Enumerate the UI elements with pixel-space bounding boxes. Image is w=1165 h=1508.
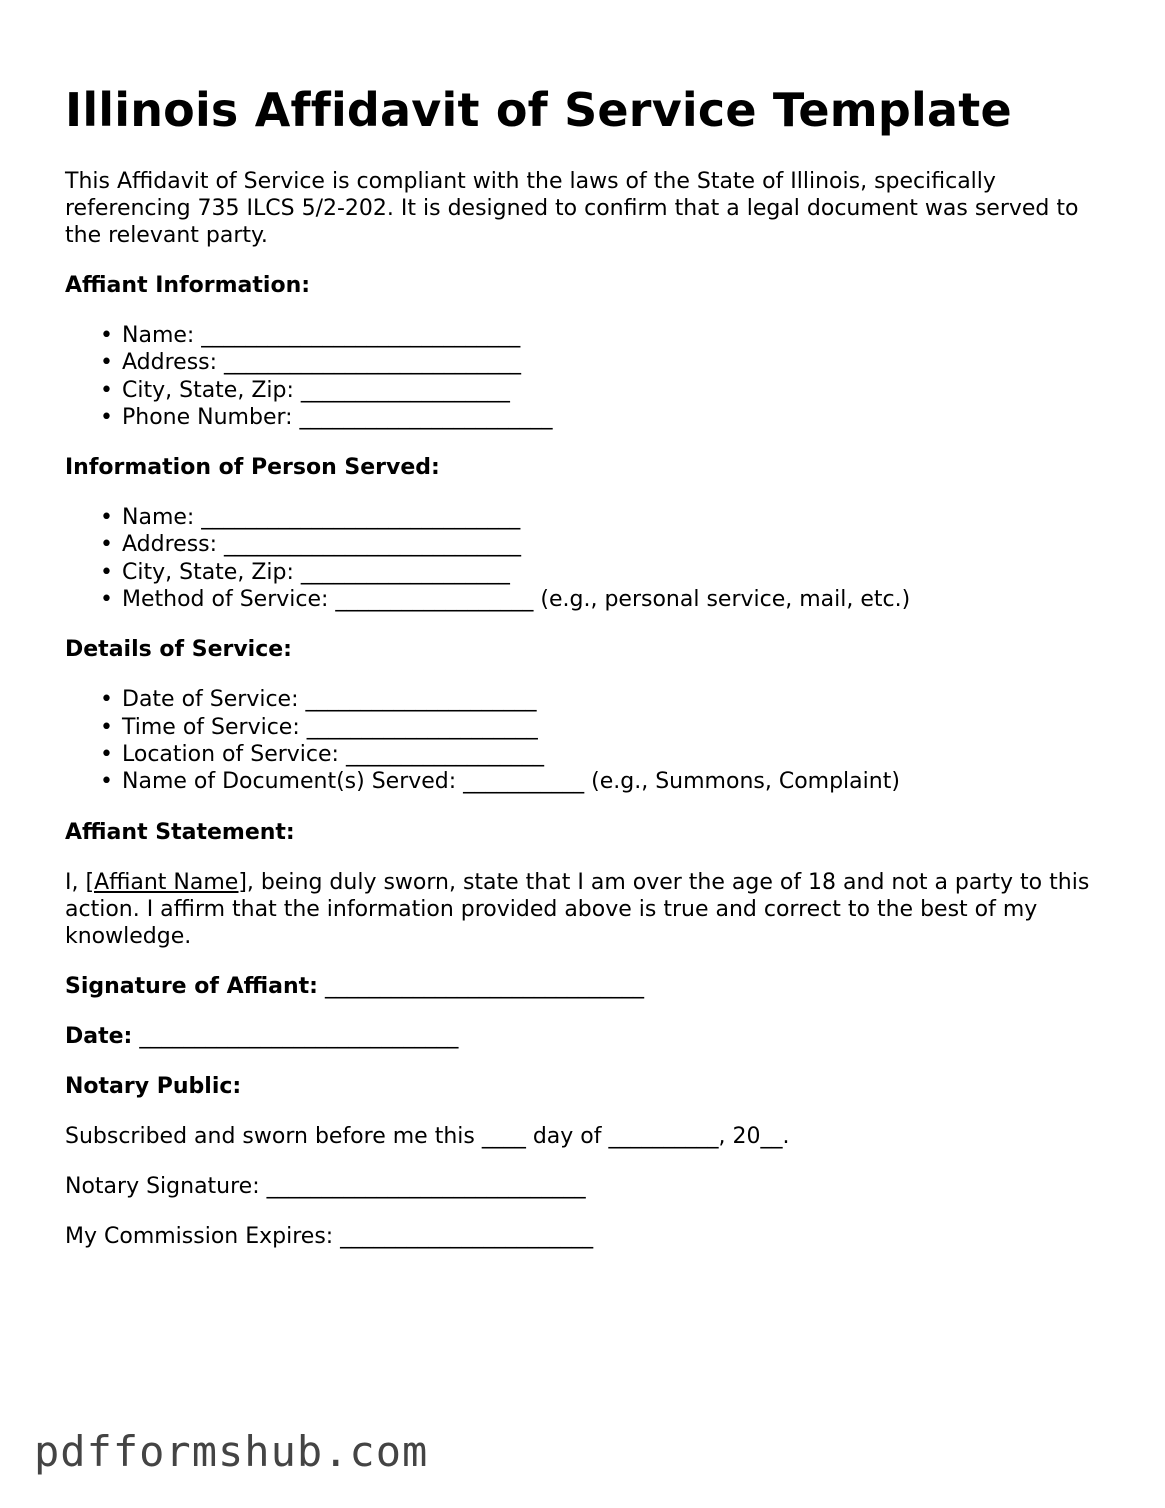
list-item: [100, 349, 1105, 376]
affiant-city-field: City, State, Zip: ___________________: [122, 377, 510, 403]
list-item: [100, 404, 1105, 431]
bullet-icon: •: [100, 323, 113, 348]
date-line: [65, 1023, 1105, 1050]
affiant-phone-field: Phone Number: _______________________: [122, 404, 553, 430]
list-item: [100, 531, 1105, 558]
person-served-list: [65, 504, 1105, 613]
service-time-field: Time of Service: _____________________: [122, 714, 538, 740]
bullet-icon: •: [100, 714, 113, 740]
bullet-icon: •: [100, 559, 113, 585]
signature-label: Signature of Affiant:: [65, 973, 318, 999]
notary-sworn-line: Subscribed and sworn before me this ____ day of __________, 20__.: [65, 1123, 790, 1149]
statement-prefix: I,: [65, 869, 86, 895]
service-date-field: Date of Service: _____________________: [122, 687, 537, 713]
list-item: [100, 741, 1105, 768]
list-item: [100, 322, 1105, 349]
list-item: [100, 377, 1105, 404]
affiant-name-placeholder: [Affiant Name]: [85, 869, 247, 895]
signature-blank: _____________________________: [324, 973, 644, 999]
bullet-icon: •: [100, 769, 113, 795]
intro-paragraph: This Affidavit of Service is compliant with the laws of the State of Illinois, specifically referencing 735 ILCS 5/2-202. It is designed to confirm that a legal document was served to the relevant party.: [65, 169, 1079, 248]
affiant-info-list: [65, 322, 1105, 431]
served-city-field: City, State, Zip: ___________________: [122, 559, 510, 585]
date-blank: _____________________________: [139, 1023, 459, 1049]
bullet-icon: •: [100, 587, 113, 613]
statement-paragraph: [65, 869, 1105, 950]
details-heading: Details of Service:: [65, 637, 292, 663]
served-address-field: Address: ___________________________: [122, 532, 522, 558]
statement-body: , being duly sworn, state that I am over the age of 18 and not a party to this action. I affirm that the information provided above is true and correct to the best of my knowledge.: [65, 869, 1090, 949]
bullet-icon: •: [100, 505, 113, 531]
affiant-name-field: Name: _____________________________: [122, 323, 521, 348]
bullet-icon: •: [100, 532, 113, 558]
affiant-info-heading: Affiant Information:: [65, 273, 311, 298]
list-item: [100, 686, 1105, 713]
document-page: [65, 78, 1105, 1273]
date-label: Date:: [65, 1023, 133, 1049]
notary-heading: Notary Public:: [65, 1073, 242, 1099]
list-item: [100, 714, 1105, 741]
page-title: Illinois Affidavit of Service Template: [65, 83, 1012, 137]
documents-served-field: Name of Document(s) Served: ___________ (e.g., Summons, Complaint): [122, 769, 900, 795]
list-item: [100, 559, 1105, 586]
watermark: pdfformshub.com: [34, 1427, 429, 1476]
list-item: [100, 504, 1105, 531]
bullet-icon: •: [100, 687, 113, 713]
bullet-icon: •: [100, 350, 113, 376]
list-item: [100, 586, 1105, 613]
served-name-field: Name: _____________________________: [122, 505, 521, 531]
bullet-icon: •: [100, 741, 113, 767]
service-method-field: Method of Service: __________________ (e.g., personal service, mail, etc.): [122, 587, 911, 613]
bullet-icon: •: [100, 404, 113, 430]
bullet-icon: •: [100, 377, 113, 403]
affiant-address-field: Address: ___________________________: [122, 350, 522, 376]
notary-signature-line: Notary Signature: _____________________________: [65, 1173, 586, 1199]
person-served-heading: Information of Person Served:: [65, 455, 440, 481]
list-item: [100, 768, 1105, 795]
commission-expires-line: My Commission Expires: _______________________: [65, 1223, 594, 1249]
statement-heading: Affiant Statement:: [65, 819, 295, 845]
details-list: [65, 686, 1105, 795]
service-location-field: Location of Service: __________________: [122, 741, 544, 767]
signature-line: [65, 973, 1105, 1000]
